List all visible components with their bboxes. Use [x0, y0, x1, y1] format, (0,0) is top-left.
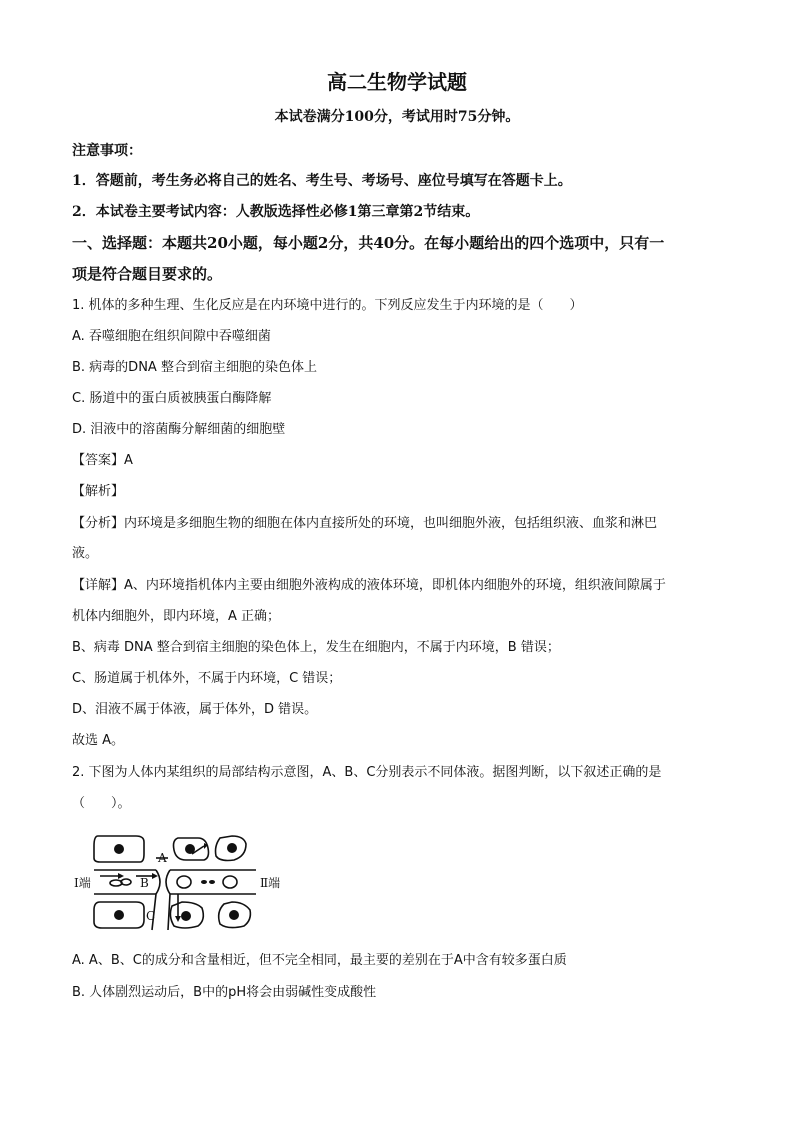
q1-stem: 1. 机体的多种生理、生化反应是在内环境中进行的。下列反应发生于内环境的是（ ）	[72, 298, 583, 313]
blood-cell-small	[201, 880, 207, 884]
cell-nucleus	[185, 844, 195, 854]
q1-option-c: C. 肠道中的蛋白质被胰蛋白酶降解	[72, 391, 272, 406]
q1-detail-line1: 【详解】A、内环境指机体内主要由细胞外液构成的液体环境，即机体内细胞外的环境，组织液间隙属于	[72, 578, 666, 593]
q1-option-b: B. 病毒的DNA 整合到宿主细胞的染色体上	[72, 360, 317, 375]
q1-answer: 【答案】A	[72, 453, 133, 468]
blood-cell-small	[209, 880, 215, 884]
q1-detail-line2: 机体内细胞外，即内环境，A 正确；	[72, 609, 281, 624]
cell-nucleus	[227, 843, 237, 853]
q1-detail-b: B、病毒 DNA 整合到宿主细胞的染色体上，发生在细胞内，不属于内环境，B 错误；	[72, 640, 560, 655]
q2-stem: 2. 下图为人体内某组织的局部结构示意图，A、B、C分别表示不同体液。据图判断，以下叙述正确的是	[72, 765, 662, 780]
q2-stem-cont: （ ）。	[72, 796, 131, 811]
label-c: C	[146, 909, 156, 923]
q1-option-d: D. 泪液中的溶菌酶分解细菌的细胞壁	[72, 422, 286, 437]
cell-nucleus	[229, 910, 239, 920]
page-subtitle: 本试卷满分100分，考试用时75分钟。	[274, 109, 520, 125]
q1-option-a: A. 吞噬细胞在组织间隙中吞噬细菌	[72, 329, 271, 344]
q1-detail-d: D、泪液不属于体液，属于体外，D 错误。	[72, 702, 318, 717]
q1-fenxi-line1: 【分析】内环境是多细胞生物的细胞在体内直接所处的环境，也叫细胞外液，包括组织液、血浆和淋巴	[72, 516, 658, 531]
q1-conclusion: 故选 A。	[72, 733, 125, 748]
section-heading-cont: 项是符合题目要求的。	[72, 265, 223, 283]
page-title: 高二生物学试题	[327, 70, 467, 94]
q2-option-b: B. 人体剧烈运动后，B中的pH将会由弱碱性变成酸性	[72, 985, 377, 1000]
cell-nucleus	[114, 910, 124, 920]
label-b: B	[140, 876, 149, 890]
label-end-right: Ⅱ端	[260, 876, 281, 890]
q1-detail-c: C、肠道属于机体外，不属于内环境，C 错误；	[72, 671, 342, 686]
notice-heading: 注意事项：	[72, 143, 142, 159]
arrow-head	[152, 873, 158, 879]
cell-nucleus	[114, 844, 124, 854]
arrow-head	[118, 873, 124, 879]
lymph-vessel-right	[166, 870, 170, 930]
arrow-head	[175, 916, 181, 922]
label-a: A	[158, 851, 167, 865]
section-heading: 一、选择题：本题共20小题，每小题2分，共40分。在每小题给出的四个选项中，只有一	[72, 234, 665, 252]
cell-nucleus	[181, 911, 191, 921]
blood-cell	[177, 876, 191, 888]
notice-item-2: 2．本试卷主要考试内容：人教版选择性必修1第三章第2节结束。	[72, 204, 480, 220]
q1-fenxi-line2: 液。	[72, 546, 99, 561]
tissue-structure-figure	[74, 832, 294, 932]
notice-item-1: 1．答题前，考生务必将自己的姓名、考生号、考场号、座位号填写在答题卡上。	[72, 173, 572, 189]
blood-cell	[223, 876, 237, 888]
label-end-left: Ⅰ端	[74, 876, 91, 890]
q1-analysis-label: 【解析】	[72, 484, 125, 499]
blood-cell	[110, 880, 122, 886]
q2-option-a: A. A、B、C的成分和含量相近，但不完全相同，最主要的差别在于A中含有较多蛋白质	[72, 953, 567, 968]
